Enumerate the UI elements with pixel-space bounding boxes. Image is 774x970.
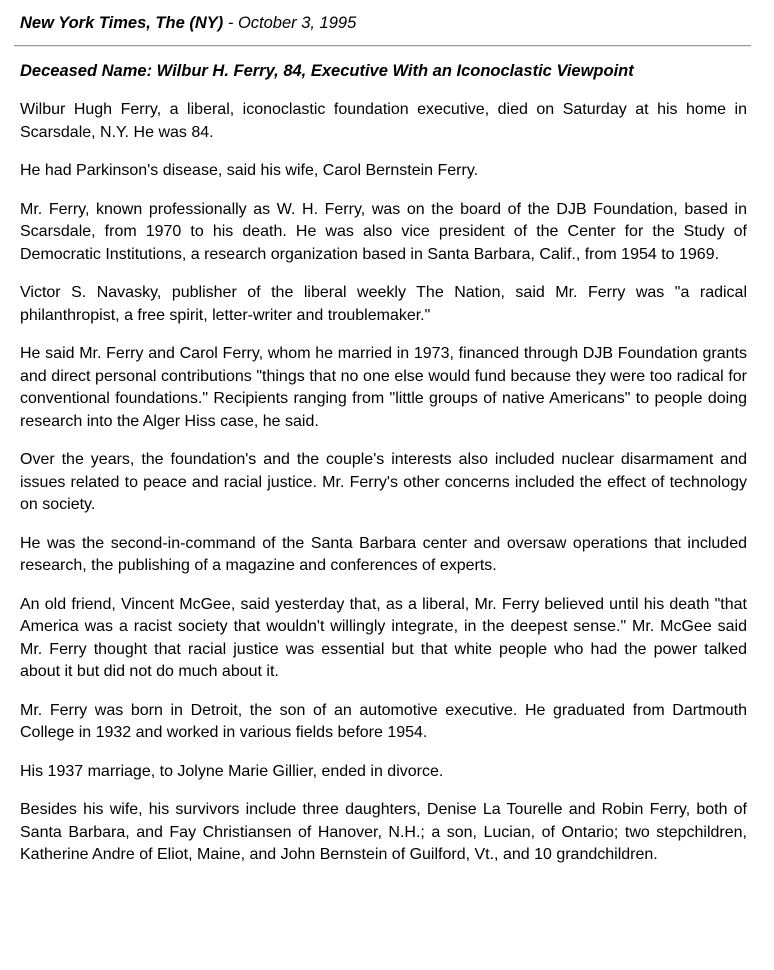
publication-date: October 3, 1995 bbox=[237, 14, 357, 32]
article-body bbox=[20, 99, 747, 883]
publication-name: New York Times, The (NY) bbox=[20, 14, 224, 32]
paragraph-4: Victor S. Navasky, publisher of the liberal weekly The Nation, said Mr. Ferry was "a radical philanthropist, a free spirit, letter-writer and troublemaker." bbox=[20, 284, 747, 324]
paragraph-7: He was the second-in-command of the Santa Barbara center and oversaw operations that included research, the publishing of a magazine and conferences of experts. bbox=[20, 534, 747, 574]
paragraph-1: Wilbur Hugh Ferry, a liberal, iconoclastic foundation executive, died on Saturday at his home in Scarsdale, N.Y. He was 84. bbox=[20, 101, 747, 141]
paragraph-3: Mr. Ferry, known professionally as W. H. Ferry, was on the board of the DJB Foundation, based in Scarsdale, from 1970 to his death. He was also vice president of the Center for the Study of Democratic Institutions, a research organization based in Santa Barbara, Calif., from 1954 to 1969. bbox=[20, 200, 747, 263]
article-headline: Deceased Name: Wilbur H. Ferry, 84, Executive With an Iconoclastic Viewpoint bbox=[20, 62, 634, 80]
paragraph-10: His 1937 marriage, to Jolyne Marie Gillier, ended in divorce. bbox=[20, 762, 444, 780]
paragraph-11: Besides his wife, his survivors include three daughters, Denise La Tourelle and Robin Ferry, both of Santa Barbara, and Fay Christiansen of Hanover, N.H.; a son, Lucian, of Ontario; two stepchildren, Katherine Andre of Eliot, Maine, and John Bernstein of Guilford, Vt., and 10 grandchildren. bbox=[20, 801, 747, 863]
paragraph-5: He said Mr. Ferry and Carol Ferry, whom he married in 1973, financed through DJB Foundation grants and direct personal contributions "things that no one else would fund because they were too radical for conventional foundations." Recipients ranging from "little groups of native Americans" to people doing research into the Alger Hiss case, he said. bbox=[20, 345, 747, 430]
masthead-separator: - bbox=[223, 14, 238, 32]
paragraph-6: Over the years, the foundation's and the couple's interests also included nuclear disarmament and issues related to peace and racial justice. Mr. Ferry's other concerns included the effect of technology on society. bbox=[20, 451, 747, 513]
masthead bbox=[20, 13, 356, 33]
header-divider bbox=[14, 45, 751, 47]
paragraph-2: He had Parkinson's disease, said his wife, Carol Bernstein Ferry. bbox=[20, 162, 479, 179]
paragraph-8: An old friend, Vincent McGee, said yesterday that, as a liberal, Mr. Ferry believed until his death "that America was a racist society that wouldn't willingly integrate, in the deepest sense." Mr. McGee said Mr. Ferry thought that racial justice was essential but that white people who had the power talked about it but did not do much about it. bbox=[20, 595, 747, 680]
paragraph-9: Mr. Ferry was born in Detroit, the son of an automotive executive. He graduated from Dartmouth College in 1932 and worked in various fields before 1954. bbox=[20, 701, 747, 741]
